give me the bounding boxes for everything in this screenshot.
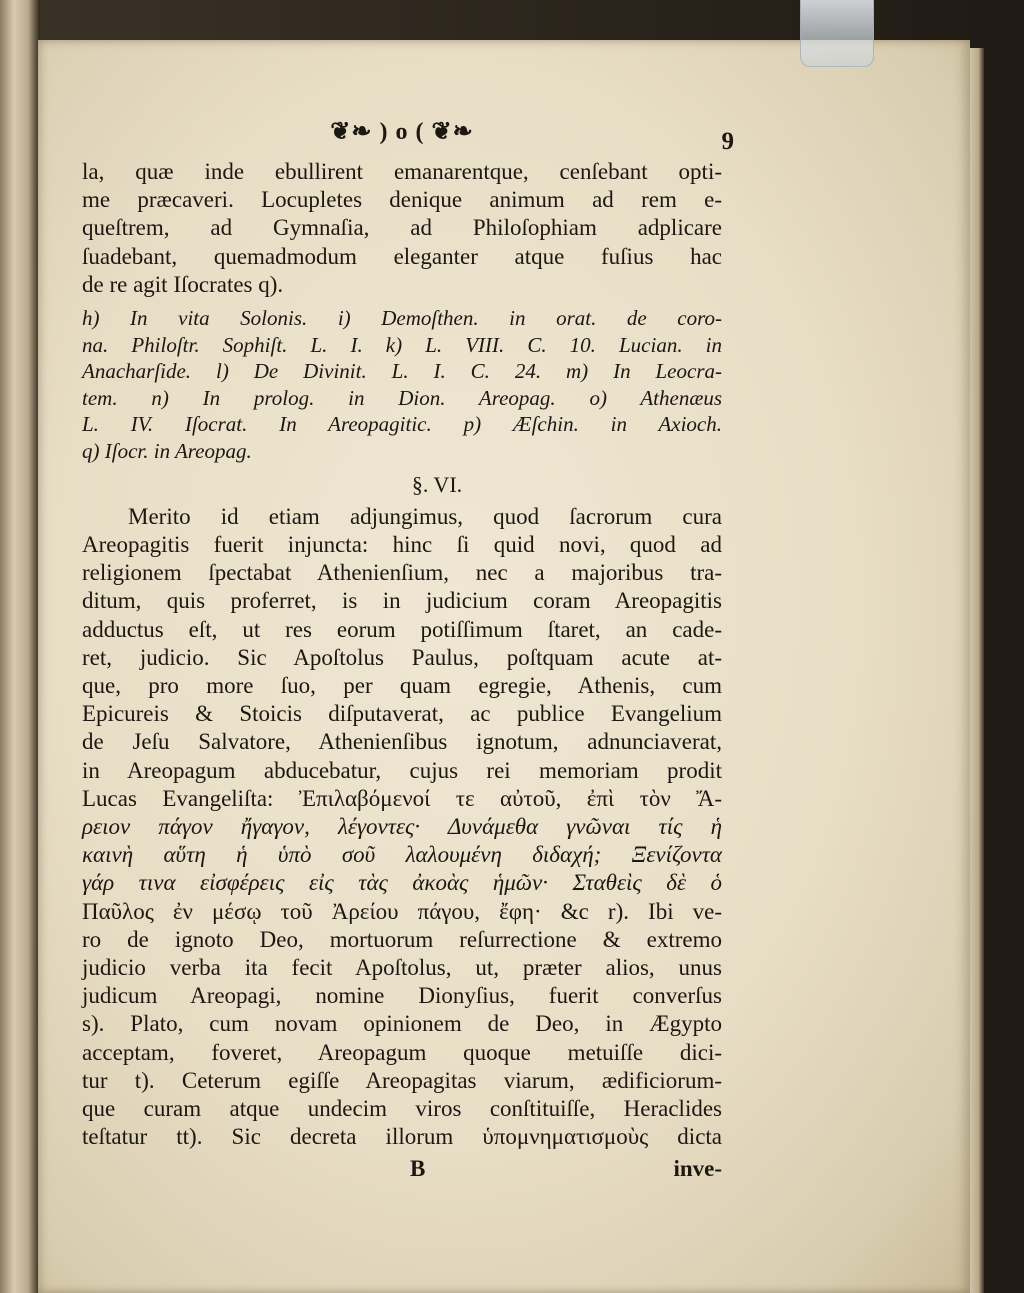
text-line: de Jeſu Salvatore, Athenienſibus ignotum, adnunciaverat, — [82, 729, 722, 755]
text-line: s). Plato, cum novam opinionem de Deo, in Ægypto — [82, 1011, 722, 1037]
page-footer — [82, 1155, 722, 1185]
footnote-line: tem. n) In prolog. in Dion. Areopag. o) Athenæus — [82, 385, 722, 410]
greek-line: γάρ τινα εἰσφέρεις εἰς τὰς ἀκοὰς ἡμῶν· Σταθεὶς δὲ ὁ — [82, 870, 722, 896]
header-ornament: ❦❧ ) o ( ❦❧ — [330, 119, 474, 145]
page-text — [82, 118, 734, 1185]
text-line: que curam atque undecim viros conſtituiſſe, Heraclides — [82, 1096, 722, 1122]
text-line: teſtatur tt). Sic decreta illorum ὑπομνηματισμοὺς dicta — [82, 1124, 722, 1150]
previous-page-edge — [0, 0, 40, 1293]
greek-line: ρειον πάγον ἤγαγον, λέγοντες· Δυνάμεθα γνῶναι τίς ἡ — [82, 814, 722, 840]
running-header — [82, 118, 734, 158]
text-line: la, quæ inde ebullirent emanarentque, cenſebant opti- — [82, 159, 722, 184]
greek-line: καινὴ αὕτη ἡ ὑπὸ σοῦ λαλουμένη διδαχή; Ξενίζοντα — [82, 842, 722, 868]
footnote-line: Anacharſide. l) De Divinit. L. I. C. 24. m) In Leocra- — [82, 359, 722, 384]
text-line: Epicureis & Stoicis diſputaverat, ac publice Evangelium — [82, 701, 722, 727]
page-edge-right — [970, 48, 984, 1293]
footnote-line: q) Iſocr. in Areopag. — [82, 438, 252, 463]
text-line: Merito id etiam adjungimus, quod ſacrorum cura — [128, 503, 722, 529]
paragraph-2 — [82, 503, 722, 1152]
text-line: Areopagitis fuerit injuncta: hinc ſi quid novi, quod ad — [82, 531, 722, 557]
footnote-line: L. IV. Iſocrat. In Areopagitic. p) Æſchin. in Axioch. — [82, 412, 722, 437]
text-line: ditum, quis proferret, is in judicium coram Areopagitis — [82, 588, 722, 614]
text-line: que, pro more ſuo, per quam egregie, Athenis, cum — [82, 673, 722, 698]
section-heading: §. VI. — [411, 471, 463, 497]
footnotes — [82, 305, 722, 465]
text-line: in Areopagum abducebatur, cujus rei memoriam prodit — [82, 757, 722, 783]
footnote-line: na. Philoſtr. Sophiſt. L. I. k) L. VIII. C. 10. Lucian. in — [82, 332, 722, 357]
text-line: judicum Areopagi, nomine Dionyſius, fuerit converſus — [82, 983, 722, 1009]
page-number: 9 — [721, 128, 734, 155]
text-line: queſtrem, ad Gymnaſia, ad Philoſophiam adplicare — [82, 215, 722, 241]
text-line: adductus eſt, ut res eorum potiſſimum ſtaret, an cade- — [82, 616, 722, 642]
text-line: me præcaveri. Locupletes denique animum ad rem e- — [82, 187, 722, 213]
footnote-line: h) In vita Solonis. i) Demoſthen. in orat. de coro- — [82, 306, 722, 331]
text-line: religionem ſpectabat Athenienſium, nec a majoribus tra- — [82, 560, 722, 586]
paragraph-1 — [82, 158, 722, 299]
text-line: ret, judicio. Sic Apoſtolus Paulus, poſtquam acute at- — [82, 644, 722, 670]
text-line: Παῦλος ἐν μέσῳ τοῦ Ἀρείου πάγου, ἔφη· &c r). Ibi ve- — [82, 898, 722, 924]
text-line: ro de ignoto Deo, mortuorum reſurrectione & extremo — [82, 926, 722, 952]
text-line: ſuadebant, quemadmodum eleganter atque fuſius hac — [82, 243, 722, 269]
text-line: Lucas Evangeliſta: Ἐπιλαβόμενοί τε αὐτοῦ, ἐπὶ τὸν Ἄ- — [82, 785, 722, 811]
plastic-clip — [800, 0, 874, 67]
text-line: acceptam, foveret, Areopagum quoque metuiſſe dici- — [82, 1039, 722, 1065]
text-line: tur t). Ceterum egiſſe Areopagitas viarum, ædificiorum- — [82, 1067, 722, 1093]
catchword: inve- — [673, 1156, 722, 1182]
text-line: judicio verba ita fecit Apoſtolus, ut, præter alios, unus — [82, 955, 722, 981]
signature-mark: B — [410, 1156, 426, 1182]
text-line: de re agit Iſocrates q). — [82, 271, 284, 297]
